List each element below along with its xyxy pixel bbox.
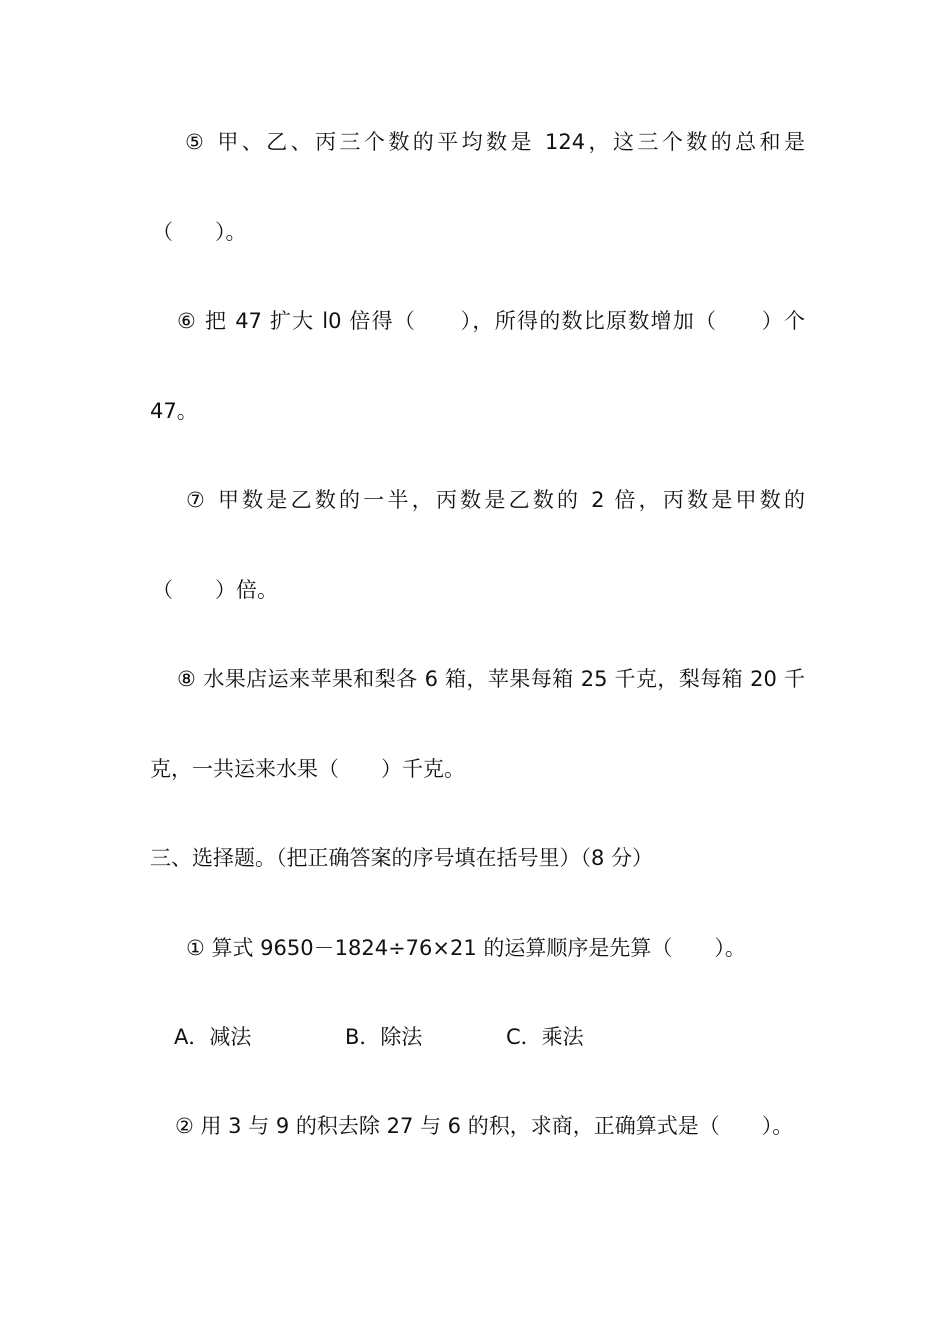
- question-6-line-2: 47。: [150, 399, 198, 423]
- question-6-line-1: ⑥ 把 47 扩大 l0 倍得（ ），所得的数比原数增加（ ）个: [177, 309, 805, 333]
- mc-1-option-b: B．除法: [345, 1025, 423, 1049]
- mc-question-2: ② 用 3 与 9 的积去除 27 与 6 的积，求商，正确算式是（ ）。: [175, 1114, 794, 1138]
- question-8-line-1: ⑧ 水果店运来苹果和梨各 6 箱，苹果每箱 25 千克，梨每箱 20 千: [177, 667, 805, 691]
- question-5-line-2: （ ）。: [152, 220, 247, 244]
- question-7-line-1: ⑦ 甲数是乙数的一半，丙数是乙数的 2 倍，丙数是甲数的: [186, 488, 805, 512]
- section-3-title: 三、选择题。（把正确答案的序号填在括号里）（8 分）: [150, 846, 654, 870]
- question-7-line-2: （ ）倍。: [152, 578, 278, 602]
- mc-question-1: ① 算式 9650－1824÷76×21 的运算顺序是先算（ ）。: [186, 936, 746, 960]
- mc-1-option-a: A．减法: [174, 1025, 252, 1049]
- mc-1-option-c: C．乘法: [506, 1025, 584, 1049]
- question-8-line-2: 克，一共运来水果（ ）千克。: [150, 757, 465, 781]
- question-5-line-1: ⑤ 甲、乙、丙三个数的平均数是 124，这三个数的总和是: [185, 130, 805, 154]
